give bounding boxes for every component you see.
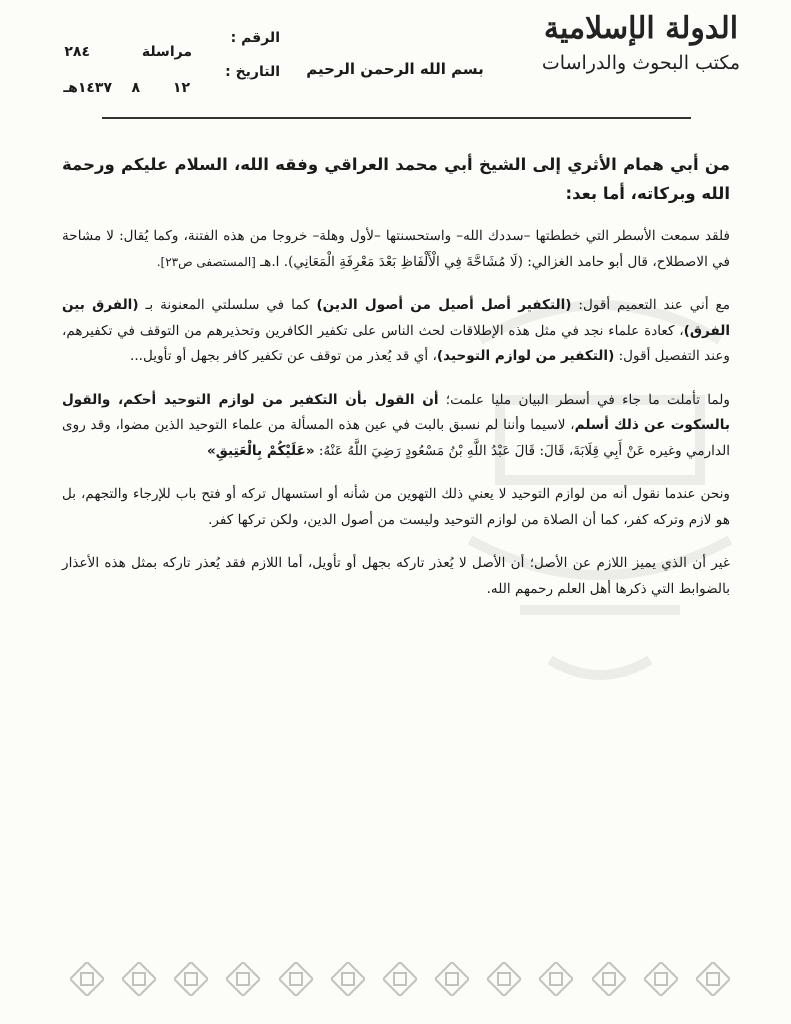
ornament-icon	[539, 962, 573, 996]
letter-number: ٢٨٤	[64, 44, 90, 60]
number-label: الرقم :	[230, 30, 280, 46]
ornament-icon	[592, 962, 626, 996]
letter-body	[62, 150, 730, 620]
citation-reference: [المستصفى ص٢٣].	[156, 254, 256, 269]
paragraph-2-emphasis-3: (التكفير من لوازم التوحيد)	[436, 348, 615, 364]
paragraph-3-emphasis: أن القول بأن التكفير من لوازم التوحيد أحكم، والقول بالسكوت عن ذلك أسلم	[62, 391, 730, 433]
paragraph-4: ونحن عندما نقول أنه من لوازم التوحيد لا يعني ذلك التهوين من شأنه أو استسهال تركه أو فتح باب للإرجاء والتجهم، بل هو لازم وتركه كفر، كما أن الصلاة من لوازم التوحيد وليست من أصول الدين، ولكن تركها كفر.	[62, 486, 730, 528]
paragraph-1	[62, 224, 730, 275]
letter-metadata	[63, 30, 280, 100]
paragraph-2-emphasis-2: (الفرق بين الفرق)	[62, 297, 730, 339]
basmala: بسم الله الرحمن الرحيم	[306, 60, 484, 78]
paragraph-2-part-e: ، كعادة علماء نجد في مثل هذه الإطلاقات لحث الناس على تكفير الكافرين وتحذيرهم من التوقف في تكفيرهم، وعند التفصيل أقول:	[62, 322, 730, 364]
header-divider	[102, 117, 691, 119]
paragraph-2-part-g: ، أي قد يُعذر من توقف عن تكفير كافر بجهل أو تأويل...	[130, 348, 437, 364]
paragraph-3-part-c: ، لاسيما وأننا لم نسبق بالبت في عين هذه المسألة من علماء التوحيد الذين مضوا، وقد روى الدارمي وغيره عَنْ أَبِي قِلَابَةَ، قَالَ: قَالَ عَبْدُ اللَّهِ بْنُ مَسْعُودٍ رَضِيَ اللَّهُ عَنْهُ:	[62, 417, 730, 459]
paragraph-3	[62, 388, 730, 465]
footer-ornament-strip	[70, 958, 730, 1000]
paragraph-3-part-a: ولما تأملت ما جاء في أسطر البيان مليا علمت؛	[438, 391, 730, 408]
paragraph-2-emphasis-1: (التكفير أصل أصيل من أصول الدين)	[316, 297, 572, 313]
date-day: ١٢	[172, 80, 190, 96]
ornament-icon	[487, 962, 521, 996]
ornament-icon	[70, 962, 104, 996]
paragraph-3-quote: «عَلَيْكُمْ بِالْعَتِيقِ»	[207, 442, 315, 459]
letter-type: مراسلة	[141, 44, 192, 60]
date-year: ١٤٣٧هـ	[63, 80, 112, 96]
paragraph-2	[62, 293, 730, 370]
letter-heading: من أبي همام الأثري إلى الشيخ أبي محمد العراقي وفقه الله، السلام عليكم ورحمة الله وبركاته، أما بعد:	[62, 155, 730, 203]
logo-title: الدولة الإسلامية	[543, 11, 739, 46]
ornament-icon	[696, 962, 730, 996]
logo-subtitle: مكتب البحوث والدراسات	[541, 52, 741, 74]
ornament-icon	[435, 962, 469, 996]
paragraph-5: غير أن الذي يميز اللازم عن الأصل؛ أن الأصل لا يُعذر تاركه بجهل أو تأويل، أما اللازم فقد يُعذر تاركه بمثل هذه الأعذار بالضوابط التي ذكرها أهل العلم رحمهم الله.	[62, 555, 730, 597]
ornament-icon	[174, 962, 208, 996]
ornament-icon	[383, 962, 417, 996]
ornament-icon	[331, 962, 365, 996]
ornament-icon	[279, 962, 313, 996]
date-month: ٨	[131, 80, 140, 96]
organization-logo	[531, 8, 751, 88]
paragraph-2-part-c: كما في سلسلتي المعنونة بـ	[138, 297, 317, 313]
paragraph-1-text: فلقد سمعت الأسطر التي خططتها –سددك الله– واستحسنتها –لأول وهلة– خروجا من هذه الفتنة، وكما يُقال: لا مشاحة في الاصطلاح، قال أبو حامد الغزالي: (لَا مُشَاحَّةَ فِي الْأَلْفَاظِ بَعْدَ مَعْرِفَةِ الْمَعَانِي). ا.هـ	[62, 228, 730, 270]
ornament-icon	[644, 962, 678, 996]
date-label: التاريخ :	[225, 64, 280, 80]
ornament-icon	[226, 962, 260, 996]
ornament-icon	[122, 962, 156, 996]
paragraph-2-part-a: مع أني عند التعميم أقول:	[571, 297, 731, 313]
